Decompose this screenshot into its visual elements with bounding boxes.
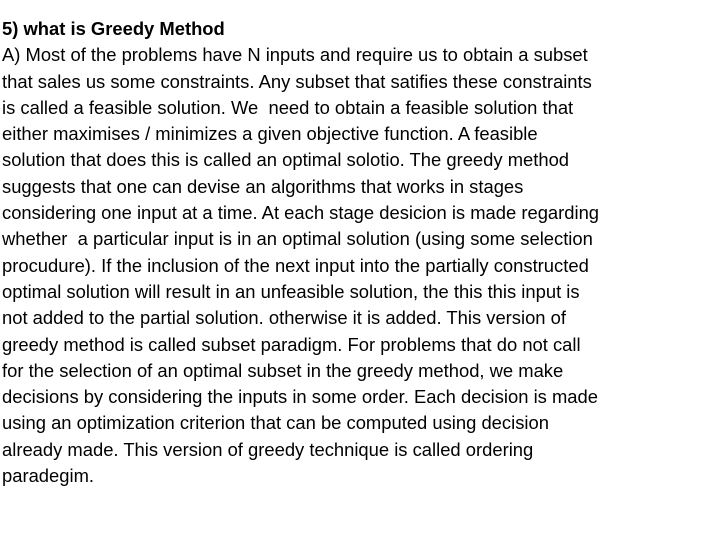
answer-line: suggests that one can devise an algorithms that works in stages <box>2 175 524 197</box>
answer-line: greedy method is called subset paradigm. For problems that do not call <box>2 333 581 355</box>
answer-line: not added to the partial solution. otherwise it is added. This version of <box>2 307 566 329</box>
answer-line: is called a feasible solution. We need to obtain a feasible solution that <box>2 96 574 118</box>
answer-line: paradegim. <box>2 465 95 487</box>
text-body <box>2 16 718 489</box>
question-heading: 5) what is Greedy Method <box>2 18 225 39</box>
answer-line: using an optimization criterion that can be computed using decision <box>2 412 549 434</box>
answer-line: solution that does this is called an optimal solotio. The greedy method <box>2 149 570 171</box>
answer-line: whether a particular input is in an optimal solution (using some selection <box>2 228 593 250</box>
answer-line: either maximises / minimizes a given objective function. A feasible <box>2 123 538 145</box>
answer-line: procudure). If the inclusion of the next input into the partially constructed <box>2 254 589 276</box>
answer-line: optimal solution will result in an unfeasible solution, the this this input is <box>2 280 580 302</box>
answer-line: A) Most of the problems have N inputs and require us to obtain a subset <box>2 44 588 66</box>
answer-line: for the selection of an optimal subset in the greedy method, we make <box>2 359 564 381</box>
answer-line: considering one input at a time. At each stage desicion is made regarding <box>2 202 600 224</box>
answer-line: that sales us some constraints. Any subset that satifies these constraints <box>2 70 592 92</box>
answer-line: decisions by considering the inputs in some order. Each decision is made <box>2 386 598 408</box>
answer-line: already made. This version of greedy technique is called ordering <box>2 438 534 460</box>
